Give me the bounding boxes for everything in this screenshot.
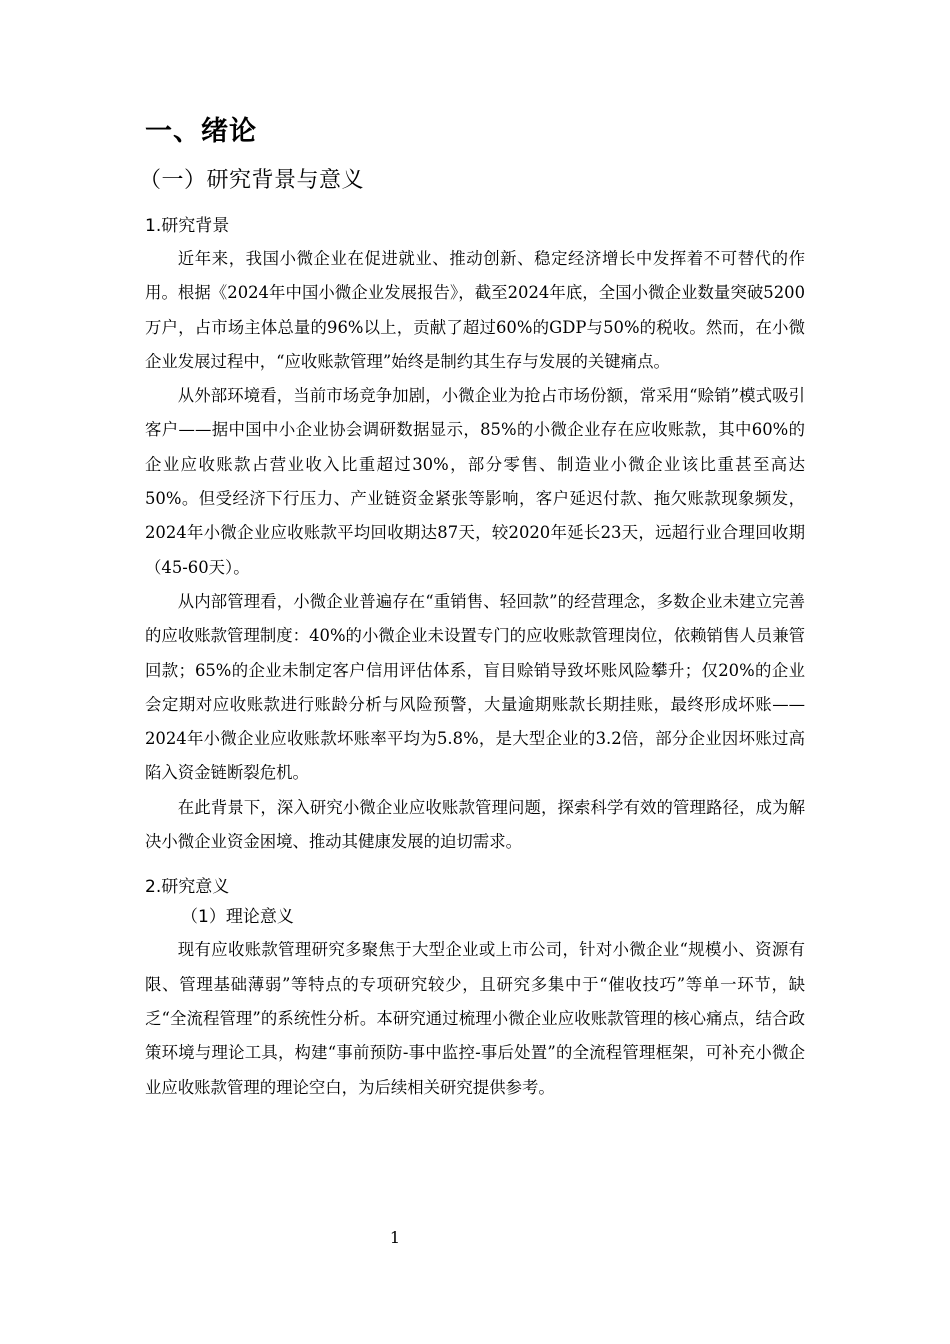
- subsection-heading-significance: 2.研究意义: [145, 877, 230, 898]
- section-heading: （一）研究背景与意义: [139, 168, 365, 193]
- sub-subsection-heading-theory: （1）理论意义: [181, 907, 294, 928]
- page-number: 1: [389, 1228, 401, 1247]
- paragraph-external-environment: 从外部环境看，当前市场竞争加剧，小微企业为抢占市场份额，常采用“赊销”模式吸引客户——据中国中小企业协会调研数据显示，85%的小微企业存在应收账款，其中60%的企业应收账款占营业收入比重超过30%，部分零售、制造业小微企业该比重甚至高达50%。但受经济下行压力、产业链资金紧张等影响，客户延迟付款、拖欠账款现象频发，2024年小微企业应收账款平均回收期达87天，较2020年延长23天，远超行业合理回收期（45-60天）。: [145, 386, 805, 577]
- subsection-heading-background: 1.研究背景: [145, 216, 230, 236]
- paragraph-theoretical-significance: 现有应收账款管理研究多聚焦于大型企业或上市公司，针对小微企业“规模小、资源有限、管理基础薄弱”等特点的专项研究较少，且研究多集中于“催收技巧”等单一环节，缺乏“全流程管理”的系统性分析。本研究通过梳理小微企业应收账款管理的核心痛点，结合政策环境与理论工具，构建“事前预防-事中监控-事后处置”的全流程管理框架，可补充小微企业应收账款管理的理论空白，为后续相关研究提供参考。: [145, 940, 805, 1097]
- chapter-heading: 一、绪论: [145, 116, 257, 147]
- paragraph-background-conclusion: 在此背景下，深入研究小微企业应收账款管理问题，探索科学有效的管理路径，成为解决小微企业资金困境、推动其健康发展的迫切需求。: [145, 797, 805, 852]
- page-content: [139, 112, 805, 1105]
- paragraph-internal-management: 从内部管理看，小微企业普遍存在“重销售、轻回款”的经营理念，多数企业未建立完善的应收账款管理制度：40%的小微企业未设置专门的应收账款管理岗位，依赖销售人员兼管回款；65%的企业未制定客户信用评估体系，盲目赊销导致坏账风险攀升；仅20%的企业会定期对应收账款进行账龄分析与风险预警，大量逾期账款长期挂账，最终形成坏账——2024年小微企业应收账款坏账率平均为5.8%，是大型企业的3.2倍，部分企业因坏账过高陷入资金链断裂危机。: [145, 591, 805, 783]
- paragraph-background-intro: 近年来，我国小微企业在促进就业、推动创新、稳定经济增长中发挥着不可替代的作用。根据《2024年中国小微企业发展报告》，截至2024年底，全国小微企业数量突破5200万户，占市场主体总量的96%以上，贡献了超过60%的GDP与50%的税收。然而，在小微企业发展过程中，“应收账款管理”始终是制约其生存与发展的关键痛点。: [145, 249, 805, 371]
